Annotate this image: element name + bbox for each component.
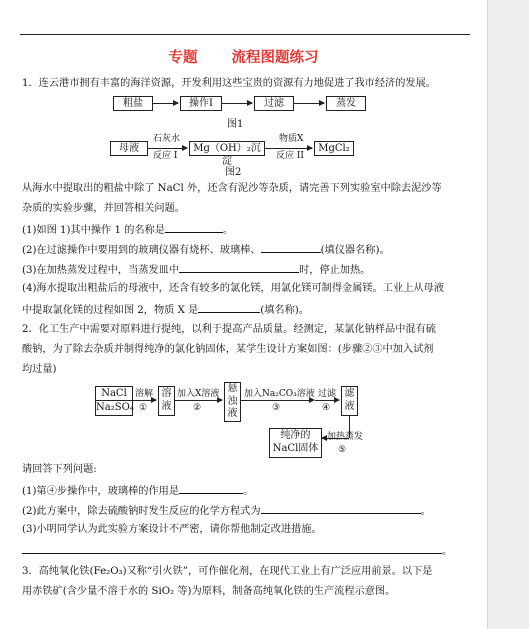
flow-a3-step: ③ — [272, 403, 281, 413]
q3-line2: 用赤铁矿(含少量不溶于水的 SiO₂ 等)为原料，制备高纯氧化铁的生产流程示意图。 — [22, 586, 396, 597]
fig2-arrow1-reagent: 石灰水 — [153, 134, 181, 144]
flow-a5-step: ⑤ — [338, 445, 347, 455]
answer-blank-5[interactable] — [179, 483, 243, 494]
flow-arrow-2 — [174, 400, 222, 401]
flow-a2-step: ② — [193, 403, 202, 413]
fig2-box-mother-liquor: 母液 — [110, 141, 148, 156]
flow-a2-label: 加入X溶液 — [177, 389, 220, 399]
fig1-arrow-1 — [152, 103, 178, 104]
answer-blank-7[interactable] — [22, 543, 442, 554]
q1-sub2-end: (填仪器名称)。 — [320, 245, 390, 256]
flow-box-sample — [95, 386, 133, 416]
flow-arrow-4 — [315, 400, 339, 401]
fig1-box-operation: 操作I — [180, 96, 222, 111]
flow-a1-step: ① — [139, 403, 148, 413]
fig1-box-crude-salt: 粗盐 — [113, 96, 153, 111]
answer-blank-1[interactable] — [165, 222, 223, 233]
title-topic: 专题 — [168, 49, 198, 66]
q1-sub1-text: (1)如图 1)其中操作 1 的名称是 — [22, 225, 165, 236]
fig2-caption: 图2 — [225, 167, 242, 178]
flow-box-filtrate: 滤液 — [341, 386, 358, 416]
flow-box-solution: 溶液 — [158, 386, 175, 416]
header-rule — [20, 34, 470, 35]
fig2-arrow-1 — [147, 148, 187, 149]
flow-end-label-bottom: NaCl固体 — [272, 443, 319, 454]
q2-intro-line1: 2．化工生产中需要对原料进行提纯，以利于提高产品质量。经测定，某氯化钠样品中混有硫 — [22, 324, 436, 335]
q2-intro-line2: 酸钠，为了除去杂质并制得纯净的氯化钠固体，某学生设计方案如图：(步骤②③中加入试剂 — [22, 344, 434, 355]
flow-a5-label: 加热蒸发 — [327, 432, 364, 442]
q1-sub3 — [22, 262, 370, 277]
flow-end-label-top: 纯净的 — [280, 430, 311, 441]
answer-blank-2[interactable] — [261, 242, 321, 253]
flow-sample-na2so4: Na₂SO₄ — [96, 402, 134, 413]
q2-sub3-answer — [22, 543, 452, 558]
fig1-box-evaporate: 蒸发 — [326, 96, 366, 111]
q1-sub1-end: 。 — [222, 225, 234, 236]
fig2-arrow1-reaction: 反应 I — [153, 151, 178, 161]
fig2-arrow-2 — [264, 148, 312, 149]
q2-sub1-end: 。 — [243, 486, 254, 497]
q1-sub4-line1: (4)海水提取出粗盐后的母液中，还含有较多的氯化镁，用氯化镁可制得金属镁。工业上从母液 — [22, 283, 444, 294]
fig2-box-precipitate: Mg（OH）₂沉淀 — [189, 141, 265, 156]
fig1-arrow-3 — [293, 103, 324, 104]
title-subject: 流程图题练习 — [231, 49, 319, 66]
flow-sample-nacl: NaCl — [101, 388, 127, 399]
q2-sub3: (3)小明同学认为此实验方案设计不严密，请你帮他制定改进措施。 — [22, 524, 322, 535]
q2-intro-line3: 均过量) — [22, 364, 57, 375]
q1-intro: 1．连云港市拥有丰富的海洋资源，开发利用这些宝贵的资源有力地促进了我市经济的发展。 — [22, 78, 436, 89]
flow-arrow-1 — [132, 400, 156, 401]
fig1-arrow-2 — [221, 103, 252, 104]
q3-line1: 3．高纯氧化铁(Fe₂O₃)又称“引火铁”，可作催化剂，在现代工业上有广泛应用前景。以下是 — [22, 566, 433, 577]
page-title — [0, 46, 487, 67]
answer-blank-4[interactable] — [198, 302, 260, 313]
fig2-arrow2-reaction: 反应 II — [276, 151, 304, 161]
right-scroll-area[interactable] — [487, 0, 529, 629]
q2-ask: 请回答下列问题: — [22, 464, 97, 475]
q1-sub4-line2 — [22, 302, 309, 317]
answer-blank-3[interactable] — [179, 262, 299, 273]
fig1-caption: 图1 — [227, 119, 244, 130]
q2-sub2-text: (2)此方案中，除去硫酸钠时发生反应的化学方程式为 — [22, 506, 261, 517]
q1-desc-line2: 杂质的实验步骤，并回答相关问题。 — [22, 203, 185, 214]
flow-arrow-3 — [240, 400, 314, 401]
q1-sub3-end: 时，停止加热。 — [299, 265, 371, 276]
flow-a1-label: 溶解 — [135, 389, 154, 399]
flow-box-suspension: 悬浊液 — [224, 382, 241, 422]
q1-sub3-text: (3)在加热蒸发过程中，当蒸发皿中 — [22, 265, 180, 276]
q1-sub4-text: 中提取氯化镁的过程如图 2，物质 X 是 — [22, 305, 199, 316]
flow-a4-label: 过滤 — [318, 389, 337, 399]
fig2-arrow2-reagent: 物质X — [279, 134, 304, 144]
q1-desc-line1: 从海水中提取出的粗盐中除了 NaCl 外，还含有泥沙等杂质，请完善下列实验室中除去泥沙等 — [22, 183, 442, 194]
flow-a3-label: 加入Na₂CO₃溶液 — [244, 389, 315, 399]
fig2-box-mgcl2: MgCl₂ — [314, 141, 354, 156]
q2-sub2-end: 。 — [420, 506, 431, 517]
q1-sub2-text: (2)在过滤操作中要用到的玻璃仪器有烧杯、玻璃棒、 — [22, 245, 261, 256]
flow-box-pure-nacl — [269, 428, 322, 458]
q2-sub1-text: (1)第④步操作中，玻璃棒的作用是 — [22, 486, 180, 497]
flow-arrow-5 — [322, 438, 349, 439]
q2-sub3-end: 。 — [442, 546, 453, 557]
q1-sub1 — [22, 222, 233, 237]
q2-sub2 — [22, 503, 431, 518]
answer-blank-6[interactable] — [261, 503, 421, 514]
fig1-box-filter: 过滤 — [254, 96, 294, 111]
q1-sub4-end: (填名称)。 — [260, 305, 309, 316]
flow-a4-step: ④ — [322, 403, 331, 413]
q1-sub2 — [22, 242, 390, 257]
q2-sub1 — [22, 483, 253, 498]
